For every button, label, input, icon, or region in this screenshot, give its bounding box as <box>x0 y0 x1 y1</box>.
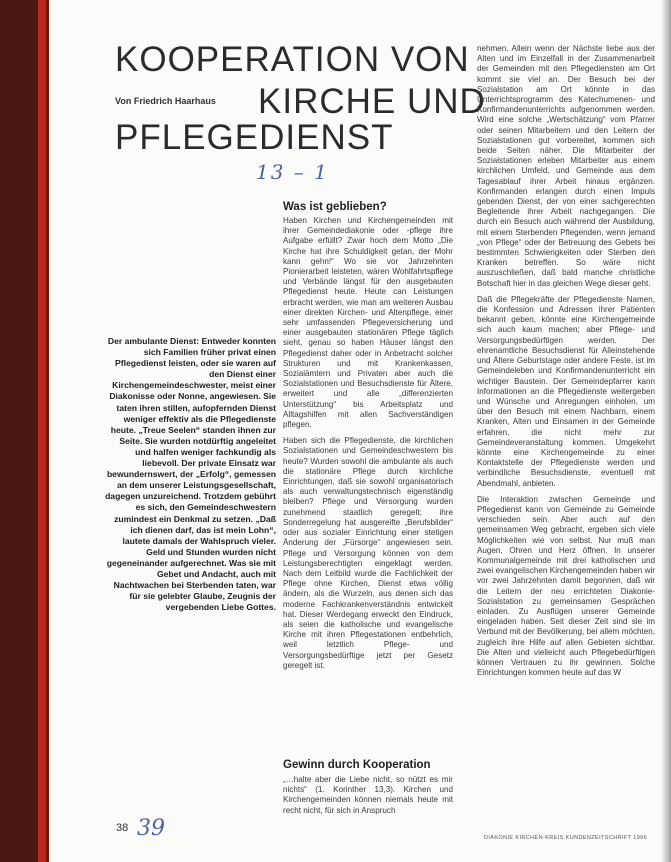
right-column <box>477 44 655 684</box>
page-number: 38 <box>116 822 129 834</box>
middle-column <box>283 216 453 677</box>
title-line-1: KOOPERATION VON <box>115 40 470 79</box>
footer-publication: DIAKONIE KIRCHEN-KREIS KUNDENZEITSCHRIFT 1996 <box>484 835 648 841</box>
section-heading-geblieben: Was ist geblieben? <box>283 201 387 213</box>
handwritten-page-number: 39 <box>137 816 165 841</box>
page-edge-shadow <box>661 0 671 862</box>
handwritten-note: 13 – 1 <box>256 160 329 184</box>
middle-column-continuation <box>283 775 453 822</box>
right-paragraph-2: Daß die Pflegekräfte der Pflegedienste Namen, die Konfession und Adressen ihrer Patienten bekannt geben, könnte eine Kirchengemeinde sich auch kaum machen; aber Pflege- und Versorgungsbedürftigen werden. Der ehrenamtliche Besuchsdienst für Alleinstehende und Ältere Geburtstage oder andere Feste, ist im Gemeindeleben und Konfirmandenunterricht ein wichtiger Baustein. Der Gemeindepfarrer kann Informationen an die Pflegedienste weitergeben und Wünsche und Anregungen einholen, um über den Besuch mit einem Nachbarn, einem Kranken, Alten und Einsamen in der Gemeinde erfahren, die nicht mehr zur Gemeindeveranstaltung kommen. Umgekehrt könnte eine Kirchengemeinde zu einer Kontaktstelle der Pflegedienste werden und verbindliche Besuchsdienste, eventuell mit Abendmahl, anbieten. <box>477 294 655 488</box>
byline: Von Friedrich Haarhaus <box>115 96 216 106</box>
middle-paragraph-2: Haben sich die Pflegedienste, die kirchlichen Sozialstationen und Gemeindeschwestern bis heute? Wurden sowohl die ambulante als auch die stationäre Pflege durch kirchliche Einrichtungen, daß sie sowohl organisatorisch als auch verwaltungstechnisch eigenständig bleiben? Pflege und Versorgung wurden zunehmend staatlich geregelt; ihre Sonderregelung hat ausgereifte „Berufsbilder“ oder aus sozialer Einrichtung einer stetigen Änderung der „Fürsorge“ angewiesen sein. Pflege und Versorgung können von dem Leistungsberechtigten eingeklagt werden. Nach dem Leitbild wurde die Fachlichkeit der Pflege ohne Kirchen, Dienst etwa völlig ändern, als die Wurzeln, aus denen sich das moderne Fachkrankenverständnis entwickelt hat. Dieser Werdegang erweckt den Eindruck, als seien die katholische und evangelische Kirche mit ihren Pflegestationen entbehrlich, weil letztlich Pflege- und Versorgungsbedürftige jetzt per Gesetz geregelt ist. <box>283 436 453 670</box>
section-heading-kooperation: Gewinn durch Kooperation <box>283 759 431 771</box>
pull-quote: Der ambulante Dienst: Entweder konnten sich Familien früher privat einen Pflegedienst leisten, oder sie waren auf den Dienst einer Kirchengemeindeschwester, meist einer Diakonisse oder Nonne, angewiesen. Sie taten ihren stillen, aufopfernden Dienst weniger effektiv als die Pflegedienste heute. „Treue Seelen“ standen ihnen zur Seite. Sie wurden notdürftig angeleitet und halfen weniger fachkundig als liebevoll. Der private Einsatz war bewundernswert, der „Erfolg“, gemessen an dem unserer Leistungsgesellschaft, dagegen unzureichend. Trotzdem gebührt es sich, den Gemeindeschwestern zumindest ein Denkmal zu setzen. „Daß ich dienen darf, das ist mein Lohn“, lautete damals der Wahlspruch vieler. Geld und Stunden wurden nicht gegeneinander aufgerechnet. Was sie mit Gebet und Andacht, auch mit Nachtwachen bei Sterbenden taten, war für sie gelebter Glaube, Zeugnis der vergebenden Liebe Gottes. <box>105 336 276 613</box>
right-paragraph-1: nehmen. Allein wenn der Nächste liebe aus der Alten und im Einzelfall in der Zusammenarbeit der Gemeinden mit den Pflegediensten am Ort kommt sie viel an. Der Besuch bei der Sozialstation am Ort könnte in das Unterrichtsprogramm des Katechumenen- und Konfirmandenunterrichts aufgenommen werden. Wird eine solche „Wertschätzung“ vom Pfarrer oder seinen Mitarbeitern und den Leitern der Sozialstationen gut vorbereitet, kommen sich beide Seiten näher. Die Mitarbeiter der Sozialstationen erleben Mitarbeiter aus einem kirchlichen Umfeld, und Gemeinde aus dem Tagesablauf ihrer Arbeit hinaus ergänzen. Konfirmanden erlangen durch einen Impuls gebenden Dienst, der von einer sachgerechten Begleitende ihrer Arbeit nachgegangen. Die durch ein Besuch auch während der Ausbildung, mit einem Sterbenden Pflegenden, wenn jemand „von Pflege“ oder der Betreuung des Gebets bei bestimmten Schwierigkeiten oder Sterben den Kranken betreffen. So wäre nicht auszuschließen, daß bald manche christliche Botschaft hier in das gleichen Wege dieser geht. <box>477 44 655 288</box>
middle-paragraph-1: Haben Kirchen und Kirchengemeinden mit ihrer Gemeindediakonie oder -pflege ihre Aufgabe erfüllt? Zwar hoch dem Motto „Die Kirche hat ihre Schuldigkeit getan, der Mohr kann gehn!“ Wo sie vor Jahrzehnten Pionierarbeit leisteten, wären Wohlfahrtspflege und Verbände längst für den ausgebauten Pflegedienst heute. Heute can Leistungen erbracht werden, wie man am weiteren Ausbau einer direkten Kirchen- und Altenpflege, einer sehr umfassenden Pflegeversicherung und einer ausgebauten stationären Pflege täglich sieht, genau so haben Häuser längst den Pflegedienst daher oder in Anbetracht solcher Strukturen und mit Krankenkassen, Sozialämtern und Privaten aber auch die Sozialstationen und Besuchsdienste für Ältere, erweitert und alle „differenzierten Unterstützung“ bis Arbeitsplatz und Alltagshilfen mit allen Sachverständigen pflegen. <box>283 216 453 430</box>
title-line-3: PFLEGEDIENST <box>115 118 394 157</box>
title-line-2: KIRCHE UND <box>258 82 486 121</box>
middle-paragraph-3: „…halte aber die Liebe nicht, so nützt es mir nichts“ (1. Korinther 13,3). Kirchen und Kirchengemeinden können niemals heute mit recht nicht, für sich in Anspruch <box>283 775 453 815</box>
right-paragraph-3: Die Interaktion zwischen Gemeinde und Pflegedienst kann von Gemeinde zu Gemeinde verschieden sein. Aber auch auf den gemeinsamen Weg gebracht, ergeben sich viele Möglichkeiten wie von selbst. Nur muß man Augen, Ohren und Herz öffnen. In unserer Kommunalgemeinde mit drei katholischen und zwei evangelischen Kirchengemeinden haben wir vor zwei Jahrzehnten damit begonnen, daß wir die Leitern der neu errichteten Diakonie-Sozialstation zu gemeinsamen Gesprächen einladen. Zu Ausflügen unserer Gemeinde eingeladen haben. Seit dieser Zeit sind sie im Verbund mit der Bevölkerung, bei allem möchten, zugleich ihre Hilfe auf allen Gebieten sichtbar. Die Alten und vielleicht auch Pflegebedürftigen können Vertrauen zu ihr gewinnen. Solche Einrichtungen kommen heute auf das W <box>477 494 655 678</box>
spine-red-edge <box>38 0 46 862</box>
